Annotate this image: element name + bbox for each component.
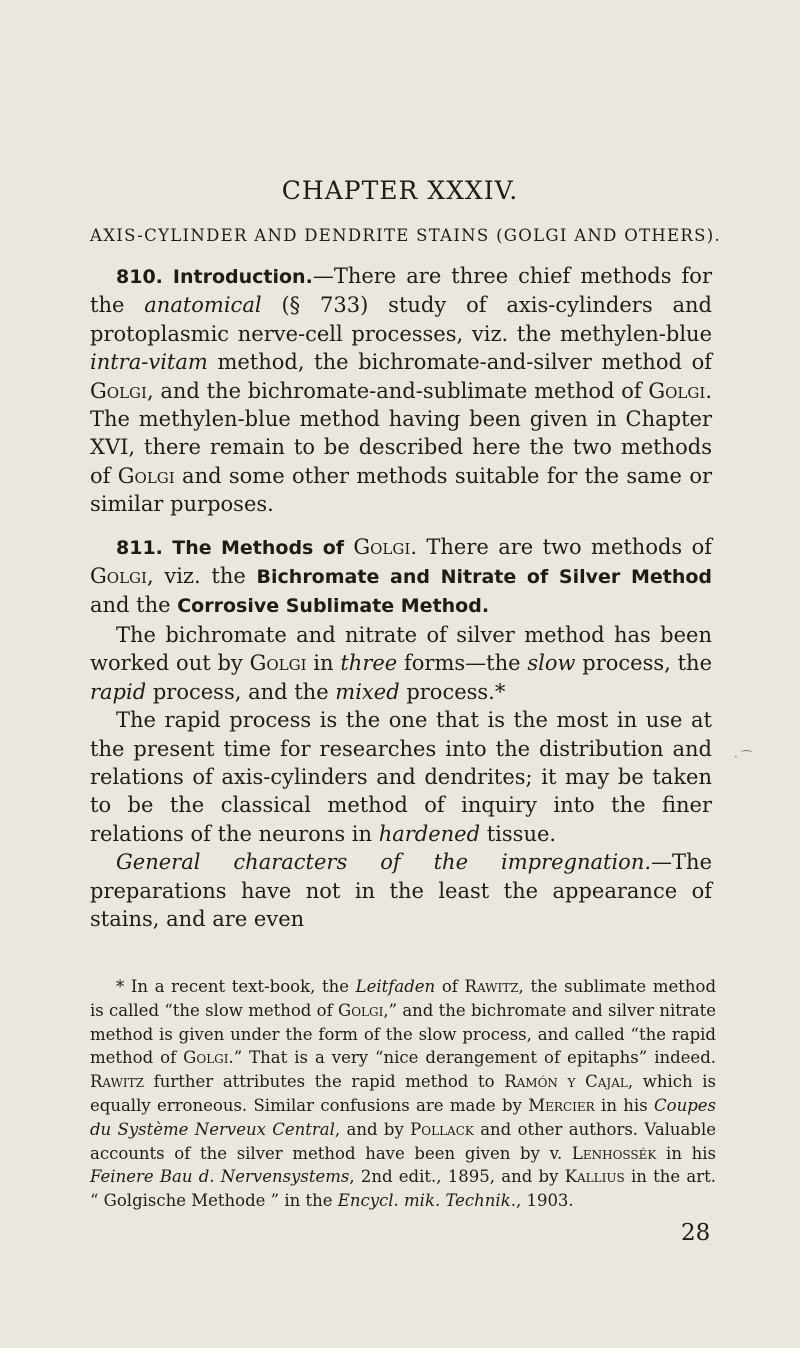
paragraph-forms [90, 621, 712, 706]
text-run: , which is equally erroneous. Similar confusions are made by [90, 1072, 716, 1115]
text-run: further attributes the rapid method to [144, 1072, 505, 1092]
chapter-heading: CHAPTER XXXIV. [281, 176, 519, 205]
italic-run: anatomical [144, 293, 262, 318]
italic-run: Feinere Bau d. Nervensystems [90, 1167, 350, 1187]
italic-heading: General characters of the impregnation. [116, 850, 652, 875]
paragraph-general [90, 848, 712, 933]
section-heading: Introduction. [172, 266, 313, 288]
italic-run: Encycl. mik. Technik. [337, 1191, 516, 1211]
italic-run: three [340, 651, 398, 676]
text-run: , viz. the [146, 564, 257, 589]
author-name: Ramón y Cajal [504, 1072, 628, 1092]
margin-mark: · ⁀ [734, 750, 752, 764]
chapter-subtitle: AXIS-CYLINDER AND DENDRITE STAINS (GOLGI AND OTHERS). [90, 226, 722, 245]
text-run: and some other methods suitable for the same or similar purposes. [90, 463, 713, 517]
author-name: Golgi [117, 463, 175, 488]
text-run: , the sublimate method is called “the slow method of [90, 977, 717, 1020]
text-run: The bichromate and nitrate of silver method has been worked out by [90, 622, 712, 676]
author-name: Golgi [338, 1000, 384, 1020]
text-run: in his [594, 1095, 655, 1115]
author-name: Golgi [249, 651, 307, 676]
italic-run: slow [527, 651, 576, 676]
text-run: —There are three chief methods for the [90, 264, 712, 318]
text-run: (§ 733) study of axis-cylinders and protoplasmic nerve-cell processes, viz. the methylen-blue [90, 293, 712, 346]
author-name: Golgi [648, 378, 706, 403]
text-run: The rapid process is the one that is the most in use at the present time for researches into the distribution and relations of axis-cylinders and dendrites; it may be taken to be the classical method of inquiry into the finer relations of the neurons in [90, 708, 712, 846]
text-run: and other authors. Valuable accounts of the silver method have been given by v. [90, 1119, 716, 1163]
text-run: ,” and the bichromate and silver nitrate method is given under the form of the slow process, and called “the rapid method of [90, 1000, 716, 1068]
text-run: process, the [575, 651, 713, 676]
text-run: method, the bichromate-and-silver method of [207, 350, 712, 375]
author-name: Golgi [90, 378, 147, 403]
text-run: of [435, 977, 465, 996]
bold-run: Corrosive Sublimate Method. [177, 595, 490, 618]
author-name: Rawitz [464, 977, 519, 996]
footnote [90, 975, 716, 1213]
author-name: Rawitz [90, 1072, 145, 1092]
author-name: Golgi [90, 564, 147, 589]
author-name: Kallius [564, 1167, 625, 1187]
author-name: Golgi [183, 1048, 229, 1068]
italic-run: Coupes du Système Nerveux Central [90, 1095, 717, 1139]
paragraph-811 [90, 533, 712, 621]
author-name: Lenhossék [571, 1143, 657, 1163]
text-run: , 2nd edit., 1895, and by [349, 1167, 565, 1187]
section-heading: The Methods of [172, 536, 354, 559]
text-run: , and the bichromate-and-sublimate method of [146, 378, 649, 403]
paragraph-810 [90, 262, 712, 519]
author-name: Golgi [353, 534, 411, 559]
text-run: .” That is a very “nice derangement of epitaphs” indeed. [228, 1048, 716, 1068]
text-run: —The preparations have not in the least the appearance of stains, and are even [90, 850, 712, 931]
author-name: Pollack [410, 1119, 474, 1139]
text-run: process, and the [146, 679, 336, 704]
author-name: Mercier [528, 1095, 595, 1115]
text-run: process.* [399, 679, 506, 704]
section-number: 811. [116, 536, 163, 559]
italic-run: Leitfaden [355, 977, 436, 996]
italic-run: hardened [378, 821, 481, 846]
italic-run: intra-vitam [90, 350, 208, 375]
bold-run: Bichromate and Nitrate of Silver Method [256, 566, 712, 589]
paragraph-rapid [90, 706, 712, 848]
italic-run: mixed [335, 679, 400, 704]
text-run: in the art. “ Golgische Methode ” in the [90, 1167, 716, 1211]
section-number: 810. [116, 266, 163, 288]
body-text [90, 262, 712, 933]
text-run: * In a recent text-book, the [116, 977, 356, 996]
text-run: and the [90, 593, 178, 618]
text-run: tissue. [480, 821, 557, 846]
text-run: in [306, 651, 341, 676]
text-run: . The methylen-blue method having been given in Chapter XVI, there remain to be described here the two methods of [90, 378, 712, 488]
text-run: in his [656, 1143, 716, 1163]
page-number: 28 [681, 1220, 711, 1246]
italic-run: rapid [90, 679, 147, 704]
text-run: , 1903. [515, 1191, 574, 1211]
text-run: , and by [334, 1119, 411, 1139]
text-run: forms—the [397, 651, 528, 676]
text-run: . There are two methods of [410, 534, 713, 559]
